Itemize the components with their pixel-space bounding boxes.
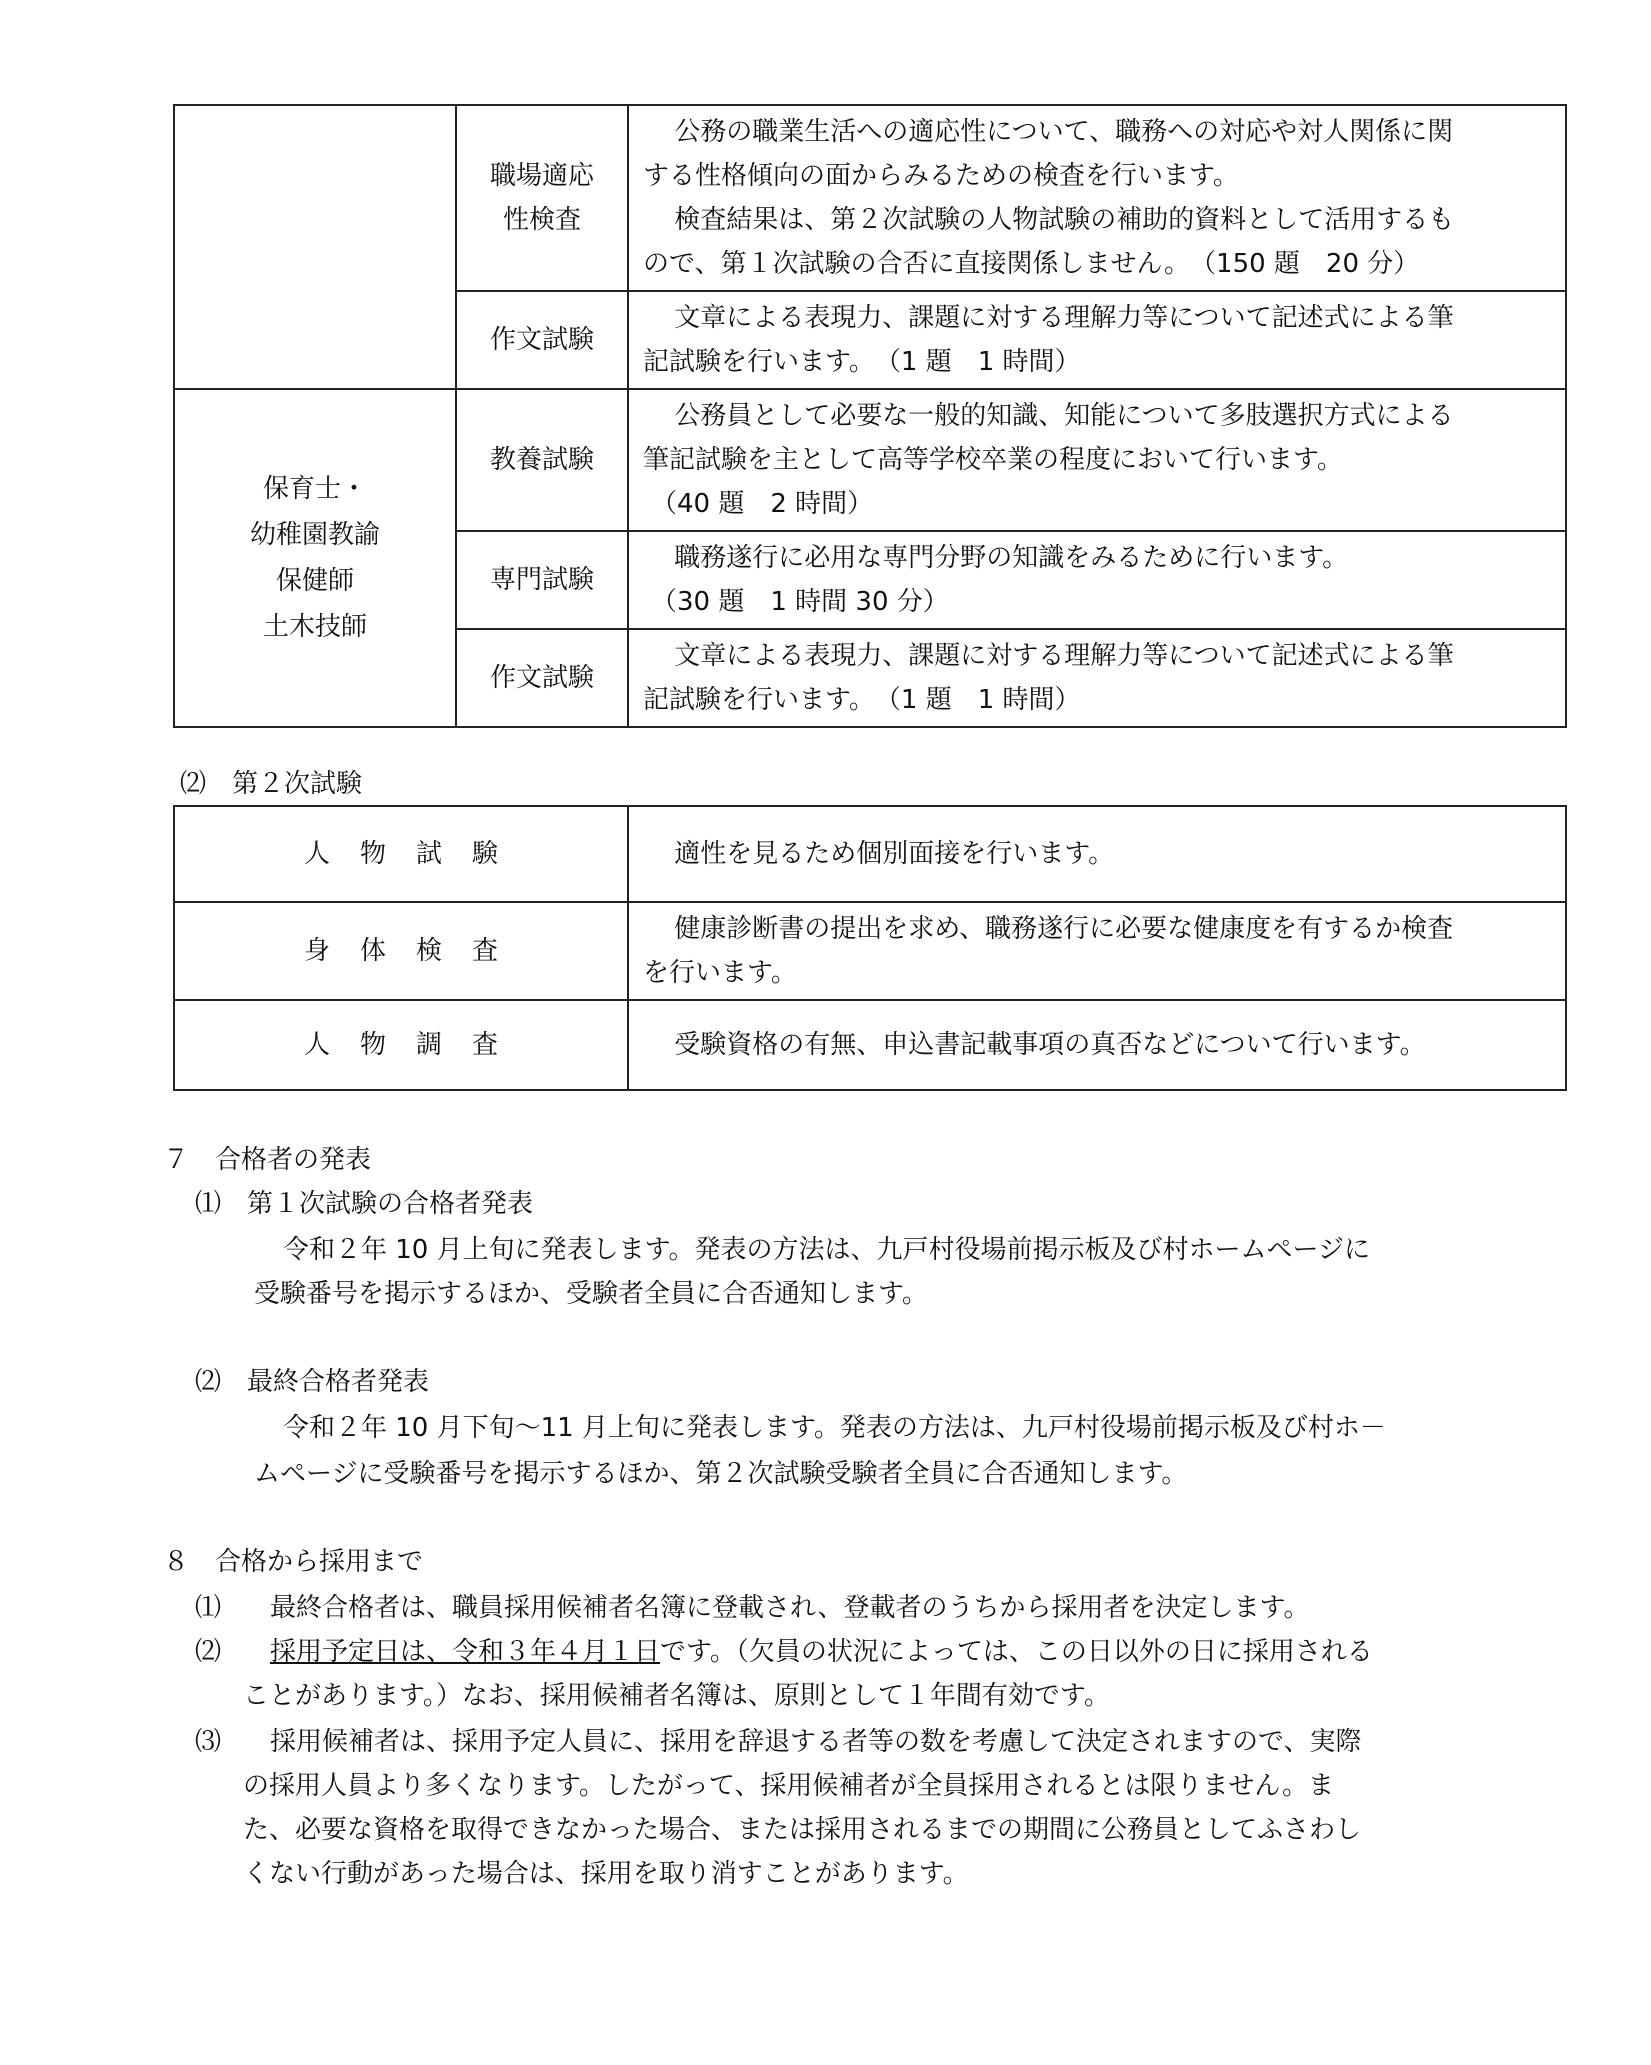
section7-sub1-line: 受験番号を掲示するほか、受験者全員に合否通知します。 xyxy=(254,1279,928,1309)
section7-sub2-line: ムページに受験番号を掲示するほか、第２次試験受験者全員に合否通知します。 xyxy=(254,1459,1188,1489)
desc-line: 検査結果は、第２次試験の人物試験の補助的資料として活用するも xyxy=(674,205,1455,235)
section8-item1-text: 最終合格者は、職員採用候補者名簿に登載され、登載者のうちから採用者を決定します。 xyxy=(270,1593,1310,1623)
desc-line: 職務遂行に必用な専門分野の知識をみるために行います。 xyxy=(674,543,1349,573)
desc-line: 健康診断書の提出を求め、職務遂行に必要な健康度を有するか検査 xyxy=(674,914,1454,944)
section8-item2-line: ことがあります。）なお、採用候補者名簿は、原則として１年間有効です。 xyxy=(243,1681,1110,1711)
section8-item3-line: の採用人員より多くなります。したがって、採用候補者が全員採用されるとは限りません。ま xyxy=(243,1771,1334,1801)
desc-line: 受験資格の有無、申込書記載事項の真否などについて行います。 xyxy=(674,1030,1426,1060)
item-cell: 専門試験 xyxy=(456,531,628,629)
desc-line: 公務員として必要な一般的知識、知能について多肢選択方式による xyxy=(674,401,1454,431)
desc-cell xyxy=(628,806,1566,902)
section7-sub2-line: 令和２年 10 月下旬～11 月上旬に発表します。発表の方法は、九戸村役場前掲示板及び村ホ－ xyxy=(283,1413,1386,1443)
section8-item2-line xyxy=(270,1630,1373,1674)
category-label: 土木技師 xyxy=(262,612,367,642)
desc-line: する性格傾向の面からみるための検査を行います。 xyxy=(643,161,1239,191)
desc-line: 記試験を行います。 （1 題 1 時間） xyxy=(643,347,1081,377)
item-cell: 教養試験 xyxy=(456,389,628,531)
second-exam-table xyxy=(173,805,1567,1091)
item-cell: 人物試験 xyxy=(174,806,628,902)
category-label: 幼稚園教諭 xyxy=(249,520,380,550)
desc-cell xyxy=(628,105,1566,291)
desc-line: 文章による表現力、課題に対する理解力等について記述式による筆 xyxy=(674,303,1454,333)
category-cell xyxy=(174,105,456,389)
desc-cell xyxy=(628,629,1566,727)
item-cell: 作文試験 xyxy=(456,291,628,389)
table-row xyxy=(174,806,1566,902)
desc-line: 適性を見るため個別面接を行います。 xyxy=(674,839,1115,869)
table-row xyxy=(174,105,1566,291)
first-exam-table xyxy=(173,104,1567,728)
item-cell xyxy=(456,105,628,291)
category-label: 保健師 xyxy=(275,566,354,596)
category-label: 保育士・ xyxy=(262,474,367,504)
desc-cell xyxy=(628,531,1566,629)
item-label: 職場適応 xyxy=(489,161,594,191)
item-cell: 作文試験 xyxy=(456,629,628,727)
item-cell: 人物調査 xyxy=(174,1000,628,1090)
section7-sub1-line: 令和２年 10 月上旬に発表します。発表の方法は、九戸村役場前掲示板及び村ホームページに xyxy=(283,1235,1371,1265)
item-cell: 身体検査 xyxy=(174,902,628,1000)
table-row xyxy=(174,389,1566,531)
section8-item1-num: ⑴ xyxy=(195,1593,222,1623)
desc-cell xyxy=(628,902,1566,1000)
desc-cell xyxy=(628,389,1566,531)
desc-line: 公務の職業生活への適応性について、職務への対応や対人関係に関 xyxy=(674,117,1454,147)
desc-cell xyxy=(628,1000,1566,1090)
section8-item2-num: ⑵ xyxy=(195,1637,222,1667)
section8-item3-num: ⑶ xyxy=(195,1727,222,1757)
desc-cell xyxy=(628,291,1566,389)
category-cell xyxy=(174,389,456,727)
table-row xyxy=(174,902,1566,1000)
section7-heading: ７ 合格者の発表 xyxy=(163,1145,372,1175)
desc-line: 筆記試験を主として高等学校卒業の程度において行います。 xyxy=(643,445,1343,475)
desc-line: ので、第１次試験の合否に直接関係しません。 （150 題 20 分） xyxy=(643,249,1420,279)
section7-sub2-title: ⑵ 最終合格者発表 xyxy=(195,1367,430,1397)
section8-item3-line: た、必要な資格を取得できなかった場合、または採用されるまでの期間に公務員としてふさわし xyxy=(243,1815,1362,1845)
section8-heading: ８ 合格から採用まで xyxy=(163,1547,424,1577)
adoption-date-underlined: 採用予定日は、令和３年４月１日 xyxy=(270,1637,661,1667)
section8-item3-line: くない行動があった場合は、採用を取り消すことがあります。 xyxy=(243,1859,969,1889)
table-row xyxy=(174,1000,1566,1090)
desc-line: 文章による表現力、課題に対する理解力等について記述式による筆 xyxy=(674,641,1454,671)
item-label: 性検査 xyxy=(502,205,581,235)
desc-line: （40 題 2 時間） xyxy=(651,489,874,519)
section8-item3-line: 採用候補者は、採用予定人員に、採用を辞退する者等の数を考慮して決定されますので、実際 xyxy=(270,1727,1362,1757)
desc-line: を行います。 xyxy=(643,958,797,988)
adoption-date-rest: です。（欠員の状況によっては、この日以外の日に採用される xyxy=(660,1637,1373,1667)
second-exam-heading: ⑵ 第２次試験 xyxy=(180,769,363,799)
section7-sub1-title: ⑴ 第１次試験の合格者発表 xyxy=(195,1189,534,1219)
desc-line: 記試験を行います。 （1 題 1 時間） xyxy=(643,685,1081,715)
desc-line: （30 題 1 時間 30 分） xyxy=(651,587,949,617)
